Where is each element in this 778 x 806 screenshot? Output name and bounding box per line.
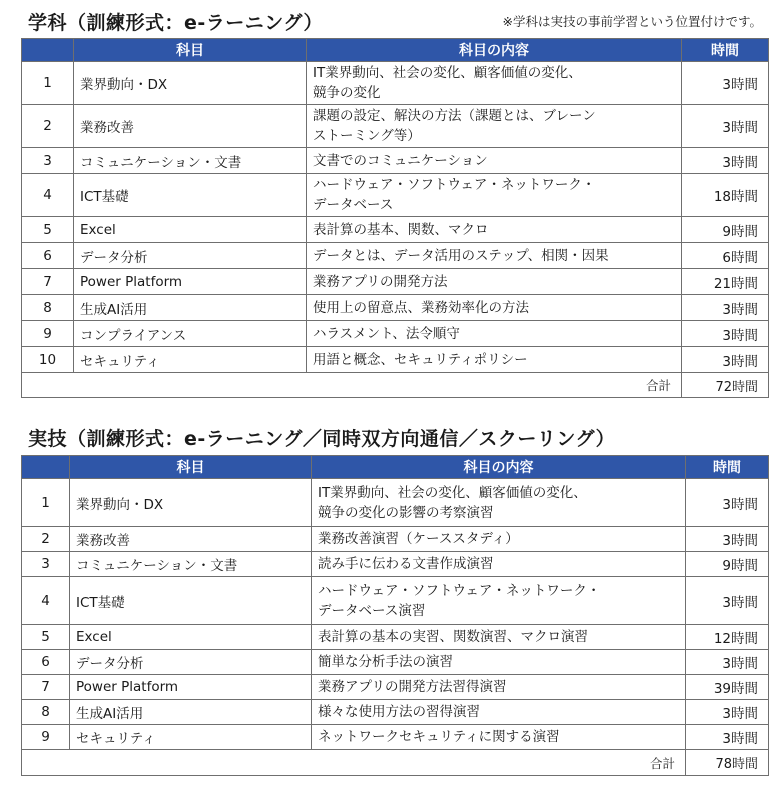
row-number: 10 xyxy=(22,347,74,373)
jitsugi-table-row xyxy=(22,479,769,527)
content-cell xyxy=(307,174,682,217)
jitsugi-table-row xyxy=(22,725,769,750)
content-line: ストーミング等） xyxy=(313,128,421,144)
hours-cell: 3時間 xyxy=(682,347,769,373)
content-cell xyxy=(312,675,686,700)
content-line: IT業界動向、社会の変化、顧客価値の変化、 xyxy=(318,484,587,501)
gakka-table xyxy=(21,38,769,398)
content-line: ハードウェア・ソフトウェア・ネットワーク・ xyxy=(318,582,601,599)
row-number: 3 xyxy=(22,552,70,577)
gakka-header-row xyxy=(22,39,769,62)
row-number: 6 xyxy=(22,650,70,675)
subject-cell: データ分析 xyxy=(74,243,307,269)
hours-cell: 9時間 xyxy=(686,552,769,577)
gakka-table-row xyxy=(22,295,769,321)
jitsugi-table-row xyxy=(22,700,769,725)
content-line: 様々な使用方法の習得演習 xyxy=(318,704,480,720)
row-number: 4 xyxy=(22,577,70,625)
gakka-note: ※学科は実技の事前学習という位置付けです。 xyxy=(502,14,762,29)
hours-cell: 3時間 xyxy=(682,321,769,347)
row-number: 2 xyxy=(22,105,74,148)
content-line: IT業界動向、社会の変化、顧客価値の変化、 xyxy=(313,65,582,81)
gakka-header-content: 科目の内容 xyxy=(307,39,682,62)
content-cell xyxy=(307,269,682,295)
content-line: データベース xyxy=(313,197,394,213)
jitsugi-header-hours: 時間 xyxy=(686,456,769,479)
gakka-header-subject: 科目 xyxy=(74,39,307,62)
gakka-table-row xyxy=(22,347,769,373)
subject-cell: 業界動向・DX xyxy=(74,62,307,105)
content-cell xyxy=(307,295,682,321)
content-line: 競争の変化の影響の考察演習 xyxy=(318,504,494,521)
hours-cell: 21時間 xyxy=(682,269,769,295)
content-cell xyxy=(312,725,686,750)
gakka-total-row xyxy=(22,373,769,398)
gakka-table-row xyxy=(22,174,769,217)
gakka-table-row xyxy=(22,148,769,174)
total-hours: 72時間 xyxy=(682,373,769,398)
subject-cell: ICT基礎 xyxy=(70,577,312,625)
subject-cell: 生成AI活用 xyxy=(70,700,312,725)
jitsugi-header-no xyxy=(22,456,70,479)
subject-cell: Power Platform xyxy=(74,269,307,295)
hours-cell: 3時間 xyxy=(686,725,769,750)
content-cell xyxy=(312,625,686,650)
subject-cell: セキュリティ xyxy=(74,347,307,373)
row-number: 9 xyxy=(22,725,70,750)
hours-cell: 3時間 xyxy=(682,148,769,174)
jitsugi-table-row xyxy=(22,625,769,650)
hours-cell: 3時間 xyxy=(682,105,769,148)
content-cell xyxy=(307,217,682,243)
jitsugi-table xyxy=(21,455,769,776)
subject-cell: ICT基礎 xyxy=(74,174,307,217)
hours-cell: 3時間 xyxy=(686,527,769,552)
subject-cell: 業界動向・DX xyxy=(70,479,312,527)
hours-cell: 12時間 xyxy=(686,625,769,650)
content-cell xyxy=(312,650,686,675)
jitsugi-header-row xyxy=(22,456,769,479)
row-number: 2 xyxy=(22,527,70,552)
jitsugi-table-row xyxy=(22,552,769,577)
jitsugi-header-content: 科目の内容 xyxy=(312,456,686,479)
row-number: 6 xyxy=(22,243,74,269)
jitsugi-table-row xyxy=(22,577,769,625)
subject-cell: 業務改善 xyxy=(70,527,312,552)
subject-cell: データ分析 xyxy=(70,650,312,675)
content-line: 使用上の留意点、業務効率化の方法 xyxy=(313,299,529,316)
subject-cell: Excel xyxy=(70,625,312,650)
row-number: 3 xyxy=(22,148,74,174)
gakka-header-no xyxy=(22,39,74,62)
content-line: 簡単な分析手法の演習 xyxy=(318,654,453,670)
hours-cell: 3時間 xyxy=(686,577,769,625)
hours-cell: 3時間 xyxy=(682,62,769,105)
content-line: 課題の設定、解決の方法（課題とは、ブレーン xyxy=(313,108,596,124)
section-title-gakka: 学科（訓練形式：e-ラーニング） xyxy=(28,12,323,34)
jitsugi-table-row xyxy=(22,527,769,552)
content-cell xyxy=(307,347,682,373)
total-hours: 78時間 xyxy=(686,750,769,776)
content-line: 業務改善演習（ケーススタディ） xyxy=(318,531,519,547)
gakka-table-row xyxy=(22,321,769,347)
content-line: ネットワークセキュリティに関する演習 xyxy=(318,729,560,745)
subject-cell: コンプライアンス xyxy=(74,321,307,347)
content-line: データとは、データ活用のステップ、相関・因果 xyxy=(313,247,609,264)
gakka-table-row xyxy=(22,269,769,295)
hours-cell: 3時間 xyxy=(686,700,769,725)
hours-cell: 9時間 xyxy=(682,217,769,243)
section-title-jitsugi: 実技（訓練形式：e-ラーニング／同時双方向通信／スクーリング） xyxy=(28,428,616,450)
row-number: 8 xyxy=(22,295,74,321)
gakka-table-row xyxy=(22,217,769,243)
content-cell xyxy=(312,700,686,725)
gakka-table-row xyxy=(22,62,769,105)
content-line: 競争の変化 xyxy=(313,85,381,101)
content-line: 文書でのコミュニケーション xyxy=(313,152,488,169)
subject-cell: コミュニケーション・文書 xyxy=(74,148,307,174)
content-line: 用語と概念、セキュリティポリシー xyxy=(313,351,528,368)
row-number: 7 xyxy=(22,675,70,700)
subject-cell: 生成AI活用 xyxy=(74,295,307,321)
hours-cell: 3時間 xyxy=(686,650,769,675)
hours-cell: 18時間 xyxy=(682,174,769,217)
row-number: 4 xyxy=(22,174,74,217)
subject-cell: Power Platform xyxy=(70,675,312,700)
total-label: 合計 xyxy=(22,373,682,398)
content-line: 表計算の基本、関数、マクロ xyxy=(313,221,489,238)
jitsugi-header-subject: 科目 xyxy=(70,456,312,479)
row-number: 1 xyxy=(22,479,70,527)
content-cell xyxy=(312,577,686,625)
jitsugi-table-row xyxy=(22,675,769,700)
content-line: ハラスメント、法令順守 xyxy=(313,325,460,342)
hours-cell: 39時間 xyxy=(686,675,769,700)
content-line: 表計算の基本の実習、関数演習、マクロ演習 xyxy=(318,629,588,645)
content-line: 業務アプリの開発方法習得演習 xyxy=(318,679,507,695)
gakka-header-hours: 時間 xyxy=(682,39,769,62)
hours-cell: 6時間 xyxy=(682,243,769,269)
row-number: 7 xyxy=(22,269,74,295)
row-number: 8 xyxy=(22,700,70,725)
content-cell xyxy=(312,479,686,527)
total-label: 合計 xyxy=(22,750,686,776)
gakka-table-row xyxy=(22,243,769,269)
content-cell xyxy=(307,62,682,105)
content-cell xyxy=(312,552,686,577)
gakka-table-row xyxy=(22,105,769,148)
row-number: 9 xyxy=(22,321,74,347)
row-number: 1 xyxy=(22,62,74,105)
content-line: 業務アプリの開発方法 xyxy=(313,273,448,290)
content-line: データベース演習 xyxy=(318,602,426,619)
jitsugi-table-row xyxy=(22,650,769,675)
hours-cell: 3時間 xyxy=(682,295,769,321)
content-line: 読み手に伝わる文書作成演習 xyxy=(318,556,494,572)
content-cell xyxy=(312,527,686,552)
content-line: ハードウェア・ソフトウェア・ネットワーク・ xyxy=(313,177,596,193)
content-cell xyxy=(307,243,682,269)
subject-cell: セキュリティ xyxy=(70,725,312,750)
row-number: 5 xyxy=(22,625,70,650)
content-cell xyxy=(307,148,682,174)
subject-cell: Excel xyxy=(74,217,307,243)
content-cell xyxy=(307,321,682,347)
content-cell xyxy=(307,105,682,148)
row-number: 5 xyxy=(22,217,74,243)
jitsugi-total-row xyxy=(22,750,769,776)
subject-cell: 業務改善 xyxy=(74,105,307,148)
hours-cell: 3時間 xyxy=(686,479,769,527)
subject-cell: コミュニケーション・文書 xyxy=(70,552,312,577)
